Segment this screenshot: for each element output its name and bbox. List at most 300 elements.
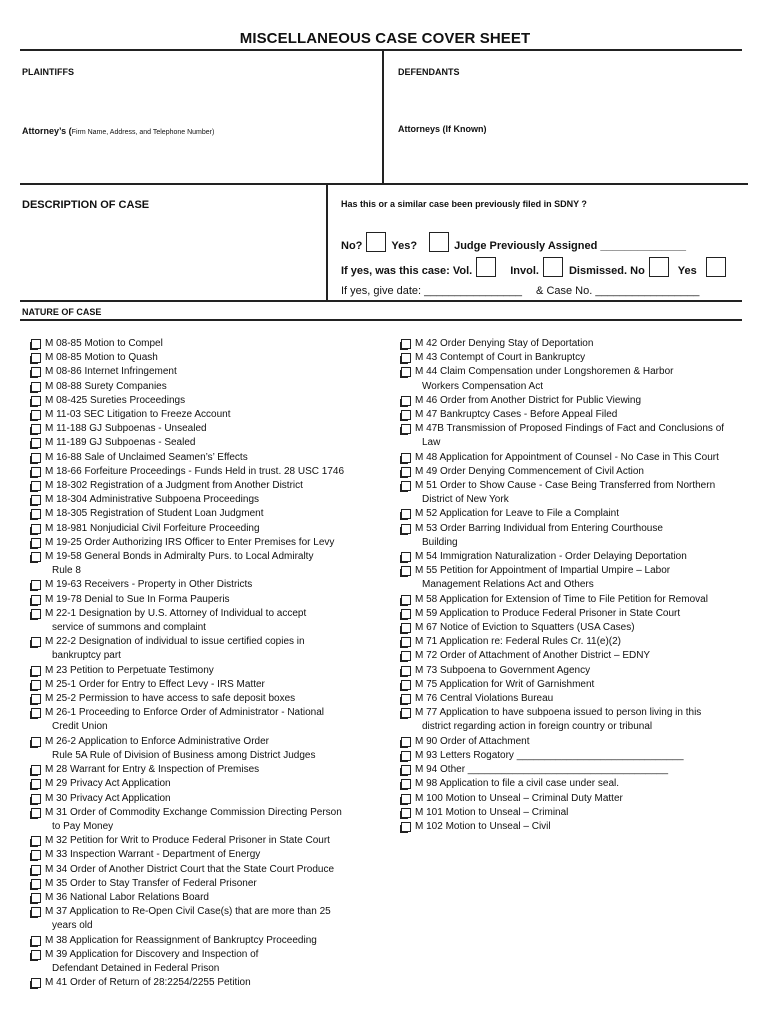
case-type-checkbox[interactable] xyxy=(31,481,41,491)
case-type-line: M 102 Motion to Unseal – Civil xyxy=(415,820,551,832)
case-type-line: M 18-66 Forfeiture Proceedings - Funds Held in trust. 28 USC 1746 xyxy=(45,465,345,477)
case-type-label xyxy=(45,792,391,806)
case-type-line: M 08-85 Motion to Compel xyxy=(45,338,163,349)
case-type-checkbox[interactable] xyxy=(31,893,41,903)
case-type-line: M 18-981 Nonjudicial Civil Forfeiture Proceeding xyxy=(45,522,260,534)
case-type-line: M 98 Application to file a civil case under seal. xyxy=(415,778,619,790)
case-type-checkbox[interactable] xyxy=(31,850,41,860)
case-type-line: M 18-302 Registration of a Judgment from Another District xyxy=(45,480,303,492)
case-type-label xyxy=(45,351,391,365)
case-type-label xyxy=(415,706,746,734)
case-type-item xyxy=(401,749,746,763)
case-type-line: M 90 Order of Attachment xyxy=(415,735,530,747)
case-type-label xyxy=(415,607,746,621)
case-type-item xyxy=(31,834,391,848)
no-checkbox[interactable] xyxy=(366,232,386,252)
case-type-checkbox[interactable] xyxy=(401,765,411,775)
case-type-checkbox[interactable] xyxy=(31,936,41,946)
case-type-label xyxy=(45,522,391,536)
case-type-checkbox[interactable] xyxy=(31,595,41,605)
no-label: No? xyxy=(341,240,363,252)
case-type-line: M 16-88 Sale of Unclaimed Seamen’s’ Effects xyxy=(45,451,248,463)
case-type-checkbox[interactable] xyxy=(401,609,411,619)
case-type-line: M 51 Order to Show Cause - Case Being Transferred from Northern xyxy=(415,480,716,492)
case-type-line: M 55 Petition for Appointment of Impartial Umpire – Labor xyxy=(415,565,671,577)
case-type-item xyxy=(31,536,391,550)
case-type-item xyxy=(401,479,746,507)
case-type-label xyxy=(45,891,391,905)
case-type-checkbox[interactable] xyxy=(31,382,41,392)
case-type-line: M 23 Petition to Perpetuate Testimony xyxy=(45,664,214,676)
case-type-continuation: Workers Compensation Act xyxy=(422,380,543,392)
case-type-continuation: years old xyxy=(52,920,93,932)
case-type-line: M 67 Notice of Eviction to Squatters (USA Cases) xyxy=(415,622,635,634)
case-type-label xyxy=(45,848,391,862)
case-type-continuation: Law xyxy=(422,437,441,449)
case-type-line: M 49 Order Denying Commencement of Civil Action xyxy=(415,465,644,477)
case-type-line: M 75 Application for Writ of Garnishment xyxy=(415,678,595,690)
case-type-line: M 93 Letters Rogatory ______________________________ xyxy=(415,749,684,761)
case-type-line: M 32 Petition for Writ to Produce Federal Prisoner in State Court xyxy=(45,835,330,847)
case-type-line: M 47B Transmission of Proposed Findings of Fact and Conclusions of xyxy=(415,423,725,435)
case-type-continuation: service of summons and complaint xyxy=(52,622,206,634)
title-rule xyxy=(20,49,742,51)
case-type-label xyxy=(415,351,746,365)
case-type-label xyxy=(415,507,746,521)
case-type-item xyxy=(31,905,391,933)
case-type-line: M 39 Application for Discovery and Inspection of xyxy=(45,948,259,960)
case-type-checkbox[interactable] xyxy=(31,538,41,548)
case-type-line: M 37 Application to Re-Open Civil Case(s) that are more than 25 xyxy=(45,906,331,918)
case-type-item xyxy=(31,436,391,450)
case-type-checkbox[interactable] xyxy=(31,765,41,775)
case-type-checkbox[interactable] xyxy=(31,495,41,505)
case-type-item xyxy=(31,578,391,592)
right-case-list xyxy=(401,337,746,834)
case-type-line: M 52 Application for Leave to File a Complaint xyxy=(415,508,619,520)
case-type-label xyxy=(45,863,391,877)
form-title: MISCELLANEOUS CASE COVER SHEET xyxy=(239,30,531,47)
case-type-label xyxy=(45,777,391,791)
case-type-checkbox[interactable] xyxy=(401,353,411,363)
vol-checkbox[interactable] xyxy=(476,257,496,277)
case-type-checkbox[interactable] xyxy=(31,666,41,676)
case-type-item xyxy=(401,465,746,479)
case-type-line: M 19-78 Denial to Sue In Forma Pauperis xyxy=(45,593,230,605)
description-divider xyxy=(326,183,328,301)
case-type-line: M 19-58 General Bonds in Admiralty Purs. to Local Admiralty xyxy=(45,551,314,563)
case-type-label xyxy=(415,664,746,678)
case-type-label xyxy=(45,536,391,550)
case-type-checkbox[interactable] xyxy=(401,680,411,690)
case-type-line: M 53 Order Barring Individual from Entering Courthouse xyxy=(415,522,663,534)
case-type-checkbox[interactable] xyxy=(401,637,411,647)
case-type-line: M 44 Claim Compensation under Longshoremen & Harbor xyxy=(415,366,674,378)
defendants-label: DEFENDANTS xyxy=(398,67,460,77)
case-type-checkbox[interactable] xyxy=(401,467,411,477)
case-type-label xyxy=(415,621,746,635)
case-type-line: M 11-189 GJ Subpoenas - Sealed xyxy=(45,437,196,449)
case-type-item xyxy=(31,664,391,678)
case-type-checkbox[interactable] xyxy=(31,580,41,590)
case-type-checkbox[interactable] xyxy=(31,609,41,619)
case-type-label xyxy=(415,806,746,820)
case-type-checkbox[interactable] xyxy=(31,339,41,349)
case-type-label xyxy=(45,550,391,578)
case-type-checkbox[interactable] xyxy=(401,410,411,420)
case-type-label xyxy=(415,422,746,450)
nature-of-case-label: NATURE OF CASE xyxy=(22,307,102,317)
case-type-item xyxy=(31,493,391,507)
case-type-line: M 33 Inspection Warrant - Department of Energy xyxy=(45,849,261,861)
case-type-checkbox[interactable] xyxy=(401,708,411,718)
case-type-label xyxy=(45,479,391,493)
case-type-item xyxy=(401,649,746,663)
case-type-line: M 29 Privacy Act Application xyxy=(45,778,171,790)
case-type-checkbox[interactable] xyxy=(401,779,411,789)
case-type-item xyxy=(31,763,391,777)
case-type-line: M 08-88 Surety Companies xyxy=(45,380,167,392)
case-type-checkbox[interactable] xyxy=(31,353,41,363)
case-type-label xyxy=(45,507,391,521)
case-type-label xyxy=(415,649,746,663)
case-type-checkbox[interactable] xyxy=(31,978,41,988)
case-type-label xyxy=(45,976,391,990)
case-type-line: M 19-63 Receivers - Property in Other Districts xyxy=(45,579,253,591)
case-type-continuation: District of New York xyxy=(422,494,509,506)
case-type-label xyxy=(45,394,391,408)
case-type-checkbox[interactable] xyxy=(31,467,41,477)
case-type-line: M 101 Motion to Unseal – Criminal xyxy=(415,806,569,818)
case-type-item xyxy=(401,564,746,592)
attorneys-label xyxy=(22,126,214,136)
case-type-line: M 43 Contempt of Court in Bankruptcy xyxy=(415,352,586,364)
case-type-label xyxy=(45,664,391,678)
case-type-item xyxy=(401,777,746,791)
case-type-line: M 25-2 Permission to have access to safe deposit boxes xyxy=(45,693,296,705)
case-type-checkbox[interactable] xyxy=(31,509,41,519)
case-type-checkbox[interactable] xyxy=(401,339,411,349)
case-type-line: M 08-85 Motion to Quash xyxy=(45,352,158,364)
case-type-item xyxy=(401,507,746,521)
case-type-item xyxy=(31,706,391,734)
description-rule xyxy=(20,300,742,302)
case-type-label xyxy=(45,692,391,706)
case-type-label xyxy=(45,635,391,663)
case-type-label xyxy=(45,948,391,976)
case-type-checkbox[interactable] xyxy=(31,438,41,448)
case-type-label xyxy=(45,380,391,394)
case-type-item xyxy=(401,820,746,834)
case-type-checkbox[interactable] xyxy=(31,950,41,960)
case-type-checkbox[interactable] xyxy=(31,737,41,747)
case-type-checkbox[interactable] xyxy=(401,737,411,747)
yes-label: Yes? xyxy=(391,240,418,252)
dismissed-yes-checkbox[interactable] xyxy=(706,257,726,277)
case-type-label xyxy=(45,436,391,450)
case-type-continuation: Building xyxy=(422,536,458,548)
case-type-label xyxy=(45,678,391,692)
case-type-label xyxy=(45,735,391,763)
case-type-checkbox[interactable] xyxy=(31,367,41,377)
case-type-line: M 38 Application for Reassignment of Bankruptcy Proceeding xyxy=(45,934,317,946)
case-type-label xyxy=(415,394,746,408)
case-type-continuation: bankruptcy part xyxy=(52,650,121,662)
case-type-checkbox[interactable] xyxy=(31,680,41,690)
case-type-label xyxy=(415,692,746,706)
case-type-continuation: Management Relations Act and Others xyxy=(422,579,594,591)
case-type-item xyxy=(31,948,391,976)
case-type-item xyxy=(401,678,746,692)
case-type-item xyxy=(401,365,746,393)
case-type-checkbox[interactable] xyxy=(31,637,41,647)
case-type-item xyxy=(31,522,391,536)
case-type-item xyxy=(31,394,391,408)
case-type-item xyxy=(31,976,391,990)
case-type-label xyxy=(45,763,391,777)
case-type-label xyxy=(45,934,391,948)
case-type-checkbox[interactable] xyxy=(31,524,41,534)
case-type-line: M 47 Bankruptcy Cases - Before Appeal Filed xyxy=(415,409,618,421)
dismissed-label: Dismissed. No xyxy=(568,265,645,277)
case-type-checkbox[interactable] xyxy=(401,623,411,633)
case-type-checkbox[interactable] xyxy=(401,751,411,761)
filed-row xyxy=(341,232,686,252)
case-type-item xyxy=(401,451,746,465)
case-type-label xyxy=(45,451,391,465)
case-type-line: M 11-03 SEC Litigation to Freeze Account xyxy=(45,409,231,421)
case-type-item xyxy=(31,465,391,479)
case-type-label xyxy=(415,678,746,692)
case-type-line: M 26-2 Application to Enforce Administrative Order xyxy=(45,735,269,747)
case-type-line: M 73 Subpoena to Government Agency xyxy=(415,664,591,676)
case-type-label xyxy=(415,408,746,422)
case-type-checkbox[interactable] xyxy=(401,509,411,519)
case-type-checkbox[interactable] xyxy=(31,907,41,917)
plaintiffs-label: PLAINTIFFS xyxy=(22,67,74,77)
case-type-item xyxy=(401,522,746,550)
case-type-checkbox[interactable] xyxy=(401,808,411,818)
case-type-item xyxy=(31,934,391,948)
case-type-item xyxy=(31,735,391,763)
case-type-checkbox[interactable] xyxy=(31,779,41,789)
case-type-line: M 71 Application re: Federal Rules Cr. 11(e)(2) xyxy=(415,636,622,648)
case-type-item xyxy=(31,550,391,578)
case-type-checkbox[interactable] xyxy=(401,694,411,704)
case-type-label xyxy=(45,422,391,436)
case-type-checkbox[interactable] xyxy=(31,708,41,718)
case-type-line: M 28 Warrant for Entry & Inspection of Premises xyxy=(45,764,260,776)
case-type-continuation: Rule 5A Rule of Division of Business among District Judges xyxy=(52,749,316,761)
case-type-label xyxy=(415,479,746,507)
case-type-label xyxy=(415,522,746,550)
case-type-line: M 76 Central Violations Bureau xyxy=(415,693,554,705)
case-type-item xyxy=(401,408,746,422)
case-type-item xyxy=(31,365,391,379)
case-type-item xyxy=(401,351,746,365)
case-type-label xyxy=(415,763,746,777)
case-type-continuation: Defendant Detained in Federal Prison xyxy=(52,962,220,974)
case-type-line: M 18-305 Registration of Student Loan Judgment xyxy=(45,508,264,520)
case-type-item xyxy=(31,380,391,394)
case-type-checkbox[interactable] xyxy=(31,836,41,846)
case-type-line: M 100 Motion to Unseal – Criminal Duty Matter xyxy=(415,792,623,804)
case-type-checkbox[interactable] xyxy=(401,595,411,605)
case-type-item xyxy=(401,394,746,408)
case-no-field[interactable]: & Case No. _________________ xyxy=(536,285,700,297)
case-type-continuation: to Pay Money xyxy=(52,820,114,832)
case-type-item xyxy=(31,792,391,806)
case-type-checkbox[interactable] xyxy=(31,808,41,818)
case-type-checkbox[interactable] xyxy=(401,524,411,534)
case-type-label xyxy=(415,749,746,763)
case-type-label xyxy=(45,834,391,848)
case-type-item xyxy=(401,607,746,621)
case-type-label xyxy=(45,408,391,422)
judge-label: Judge Previously Assigned ______________ xyxy=(454,240,687,252)
case-type-item xyxy=(31,607,391,635)
case-type-item xyxy=(31,692,391,706)
case-type-checkbox[interactable] xyxy=(401,651,411,661)
case-type-prefix: If yes, was this case: Vol. xyxy=(341,265,473,277)
case-type-continuation: Credit Union xyxy=(52,721,108,733)
case-type-label xyxy=(415,635,746,649)
case-type-line: M 94 Other ____________________________________ xyxy=(415,764,669,776)
case-type-item xyxy=(401,664,746,678)
case-type-label xyxy=(45,365,391,379)
case-type-line: M 42 Order Denying Stay of Deportation xyxy=(415,338,594,349)
case-type-checkbox[interactable] xyxy=(31,794,41,804)
case-type-checkbox[interactable] xyxy=(401,794,411,804)
case-type-item xyxy=(31,337,391,351)
case-type-item xyxy=(31,891,391,905)
case-type-item xyxy=(31,863,391,877)
case-type-line: M 30 Privacy Act Application xyxy=(45,792,171,804)
date-row xyxy=(341,285,699,297)
case-type-line: M 31 Order of Commodity Exchange Commission Directing Person xyxy=(45,806,342,818)
case-type-label xyxy=(415,792,746,806)
attorneys-label-text: Attorney’s ( xyxy=(22,126,72,136)
case-type-line: M 08-425 Sureties Proceedings xyxy=(45,394,186,406)
case-type-item xyxy=(401,735,746,749)
case-type-label xyxy=(45,905,391,933)
case-type-label xyxy=(45,465,391,479)
case-type-line: M 18-304 Administrative Subpoena Proceedings xyxy=(45,494,260,506)
case-type-item xyxy=(31,806,391,834)
case-type-label xyxy=(45,706,391,734)
case-type-line: M 41 Order of Return of 28:2254/2255 Petition xyxy=(45,977,251,989)
case-type-checkbox[interactable] xyxy=(31,694,41,704)
case-type-label xyxy=(45,578,391,592)
case-type-item xyxy=(31,451,391,465)
case-type-item xyxy=(401,550,746,564)
case-type-label xyxy=(415,593,746,607)
case-type-checkbox[interactable] xyxy=(401,566,411,576)
case-type-checkbox[interactable] xyxy=(31,879,41,889)
case-type-checkbox[interactable] xyxy=(31,552,41,562)
case-type-checkbox[interactable] xyxy=(31,396,41,406)
dismissed-yes-label: Yes xyxy=(677,265,697,277)
parties-divider xyxy=(382,50,384,184)
case-type-line: M 25-1 Order for Entry to Effect Levy - IRS Matter xyxy=(45,678,265,690)
case-type-label xyxy=(415,820,746,834)
case-type-line: M 11-188 GJ Subpoenas - Unsealed xyxy=(45,423,207,435)
case-type-label xyxy=(415,735,746,749)
case-type-item xyxy=(401,422,746,450)
case-type-checkbox[interactable] xyxy=(401,424,411,434)
case-type-line: M 54 Immigration Naturalization - Order Delaying Deportation xyxy=(415,551,687,563)
case-type-item xyxy=(401,806,746,820)
case-type-item xyxy=(31,678,391,692)
case-type-item xyxy=(401,635,746,649)
case-type-line: M 34 Order of Another District Court that the State Court Produce xyxy=(45,863,335,875)
attorneys-known-label: Attorneys (If Known) xyxy=(398,124,487,134)
case-type-item xyxy=(401,337,746,351)
case-type-item xyxy=(31,408,391,422)
case-type-label xyxy=(415,465,746,479)
case-type-checkbox[interactable] xyxy=(31,865,41,875)
case-type-item xyxy=(31,351,391,365)
previously-filed-question: Has this or a similar case been previously filed in SDNY ? xyxy=(341,199,587,209)
case-type-line: M 22-1 Designation by U.S. Attorney of Individual to accept xyxy=(45,607,307,619)
case-type-checkbox[interactable] xyxy=(401,666,411,676)
case-type-line: M 36 National Labor Relations Board xyxy=(45,891,209,903)
case-type-checkbox[interactable] xyxy=(401,453,411,463)
case-type-checkbox[interactable] xyxy=(401,822,411,832)
case-type-item xyxy=(31,593,391,607)
attorneys-rule xyxy=(20,183,748,185)
case-type-row xyxy=(341,257,731,277)
case-type-label xyxy=(45,493,391,507)
case-type-line: M 22-2 Designation of individual to issue certified copies in xyxy=(45,636,305,648)
dismissed-no-checkbox[interactable] xyxy=(649,257,669,277)
case-type-item xyxy=(401,706,746,734)
case-type-checkbox[interactable] xyxy=(31,453,41,463)
case-type-item xyxy=(31,877,391,891)
case-type-line: M 19-25 Order Authorizing IRS Officer to Enter Premises for Levy xyxy=(45,536,335,548)
case-type-checkbox[interactable] xyxy=(401,481,411,491)
case-type-item xyxy=(31,479,391,493)
case-type-line: M 35 Order to Stay Transfer of Federal Prisoner xyxy=(45,877,257,889)
invol-checkbox[interactable] xyxy=(543,257,563,277)
case-type-label xyxy=(415,777,746,791)
case-type-checkbox[interactable] xyxy=(401,552,411,562)
case-type-label xyxy=(45,593,391,607)
case-type-item xyxy=(401,621,746,635)
case-type-line: M 08-86 Internet Infringement xyxy=(45,366,177,378)
case-type-line: M 77 Application to have subpoena issued to person living in this xyxy=(415,707,702,719)
nature-rule xyxy=(20,319,742,321)
case-type-item xyxy=(31,777,391,791)
case-type-checkbox[interactable] xyxy=(31,410,41,420)
case-type-line: M 59 Application to Produce Federal Prisoner in State Court xyxy=(415,607,681,619)
case-type-continuation: Rule 8 xyxy=(52,565,81,577)
case-type-checkbox[interactable] xyxy=(401,396,411,406)
invol-label: Invol. xyxy=(510,265,539,277)
case-type-checkbox[interactable] xyxy=(31,424,41,434)
case-type-item xyxy=(31,635,391,663)
yes-checkbox[interactable] xyxy=(429,232,449,252)
case-type-line: M 46 Order from Another District for Public Viewing xyxy=(415,394,642,406)
give-date-field[interactable]: If yes, give date: ________________ xyxy=(341,285,523,297)
case-type-label xyxy=(45,877,391,891)
case-type-line: M 26-1 Proceeding to Enforce Order of Administrator - National xyxy=(45,707,325,719)
case-type-checkbox[interactable] xyxy=(401,367,411,377)
case-type-item xyxy=(31,848,391,862)
case-type-line: M 58 Application for Extension of Time to File Petition for Removal xyxy=(415,593,708,605)
case-type-item xyxy=(31,422,391,436)
case-type-label xyxy=(415,564,746,592)
